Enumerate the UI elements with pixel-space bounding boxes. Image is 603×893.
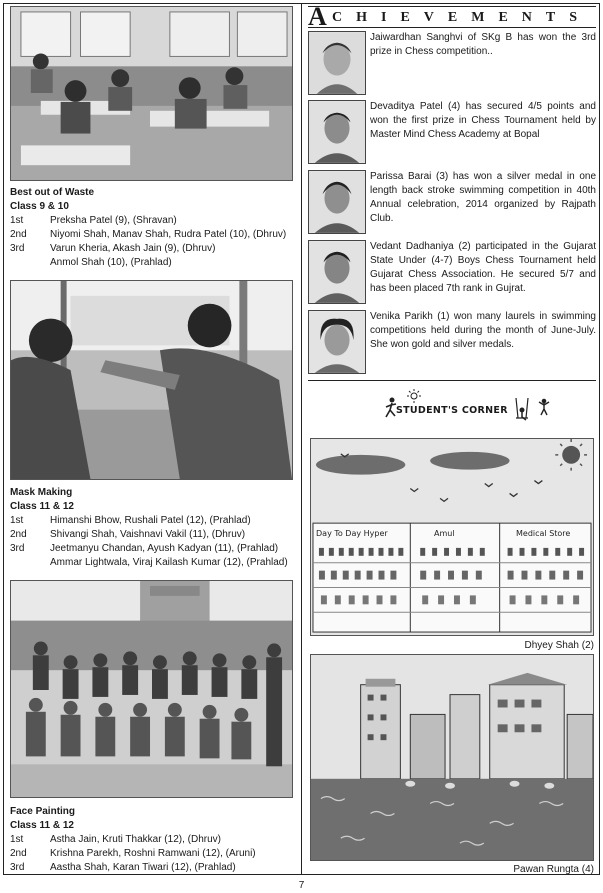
students-corner-title: STUDENT'S CORNER (396, 405, 508, 416)
result-position (10, 256, 50, 270)
result-row (10, 542, 298, 556)
achievement-text: Vedant Dadhaniya (2) participated in the Gujarat State Under (4-7) Boys Chess Tournament held Gujarat Chess Association. He secured 5/7 and has been placed 7th rank in Gujrat. (370, 241, 596, 294)
result-position: 2nd (10, 848, 27, 859)
face-painting-title: Face Painting (10, 806, 76, 817)
result-position: 1st (10, 215, 24, 226)
drawing-caption: Dhyey Shah (2) (524, 640, 594, 651)
face-painting-group-photo (10, 580, 293, 798)
result-names: Ammar Lightwala, Viraj Kailash Kumar (12), (Prahlad) (50, 557, 288, 568)
result-row (10, 214, 298, 228)
result-row (10, 861, 298, 875)
face-painting-class: Class 11 & 12 (10, 820, 74, 831)
achievements-title: CHIEVEMENTS (332, 10, 592, 25)
column-divider (301, 3, 302, 875)
achievement-text: Parissa Barai (3) has won a silver medal in one length back stroke swimming competition in 40th Annual celebration, 2014 organized by Rajpath Club. (370, 171, 596, 224)
drawing-sign-text: Amul (434, 529, 455, 538)
result-position: 1st (10, 834, 24, 845)
result-row (10, 514, 298, 528)
section-separator (308, 380, 596, 381)
result-names: Niyomi Shah, Manav Shah, Rudra Patel (10), (Dhruv) (50, 229, 287, 240)
best-out-of-waste-class: Class 9 & 10 (10, 201, 69, 212)
result-names: Himanshi Bhow, Rushali Patel (12), (Prahlad) (50, 515, 251, 526)
result-row (10, 833, 298, 847)
achievement-item (308, 170, 596, 236)
result-names: Jeetmanyu Chandan, Ayush Kadyan (11), (Prahlad) (50, 543, 279, 554)
result-position: 2nd (10, 529, 27, 540)
sun-doodle (406, 389, 422, 403)
student-drawing-waterfront (310, 654, 594, 861)
result-row (10, 556, 298, 570)
student-portrait (308, 170, 366, 234)
achievements-header (308, 2, 596, 31)
result-names: Preksha Patel (9), (Shravan) (50, 215, 177, 226)
achievement-text: Venika Parikh (1) won many laurels in swimming competitions held during the month of June-July. She won gold and silver medals. (370, 311, 596, 350)
achievement-item (308, 240, 596, 306)
result-row (10, 228, 298, 242)
achievement-text: Jaiwardhan Sanghvi of SKg B has won the 3rd prize in Chess competition.. (370, 32, 596, 57)
drawing-sign-text: Medical Store (516, 529, 571, 538)
result-position: 3rd (10, 543, 25, 554)
mask-making-title: Mask Making (10, 487, 73, 498)
student-portrait (308, 240, 366, 304)
result-names: Aastha Shah, Karan Tiwari (12), (Prahlad) (50, 862, 236, 873)
result-names: Astha Jain, Kruti Thakkar (12), (Dhruv) (50, 834, 221, 845)
swing-kid-doodle (512, 398, 532, 424)
result-row (10, 256, 298, 270)
best-out-of-waste-section (10, 186, 298, 270)
result-names: Varun Kheria, Akash Jain (9), (Dhruv) (50, 243, 216, 254)
result-row (10, 847, 298, 861)
mask-making-class: Class 11 & 12 (10, 501, 74, 512)
mask-making-photo (10, 280, 293, 480)
achievements-initial: A (308, 2, 327, 31)
result-position: 3rd (10, 862, 25, 873)
result-position: 1st (10, 515, 24, 526)
result-position: 3rd (10, 243, 25, 254)
achievement-item (308, 31, 596, 97)
result-position (10, 556, 50, 570)
result-row (10, 528, 298, 542)
result-names: Shivangi Shah, Vaishnavi Vakil (11), (Dhruv) (50, 529, 246, 540)
best-out-of-waste-title: Best out of Waste (10, 187, 95, 198)
drawing-caption: Pawan Rungta (4) (513, 864, 594, 875)
mask-making-section (10, 486, 298, 570)
result-row (10, 242, 298, 256)
face-painting-section (10, 805, 298, 875)
achievement-item (308, 100, 596, 166)
result-position: 2nd (10, 229, 27, 240)
student-portrait (308, 100, 366, 164)
classroom-photo (10, 6, 293, 181)
jumping-kid-doodle (538, 398, 550, 416)
achievement-item (308, 310, 596, 376)
drawing-sign-text: Day To Day Hyper (316, 529, 388, 538)
result-names: Anmol Shah (10), (Prahlad) (50, 257, 172, 268)
result-names: Krishna Parekh, Roshni Ramwani (12), (Aruni) (50, 848, 256, 859)
student-portrait (308, 310, 366, 374)
achievement-text: Devaditya Patel (4) has secured 4/5 points and won the first prize in Chess Tournament held by Master Mind Chess Academy at Bopal (370, 101, 596, 140)
page-number: 7 (298, 880, 305, 891)
student-portrait (308, 31, 366, 95)
